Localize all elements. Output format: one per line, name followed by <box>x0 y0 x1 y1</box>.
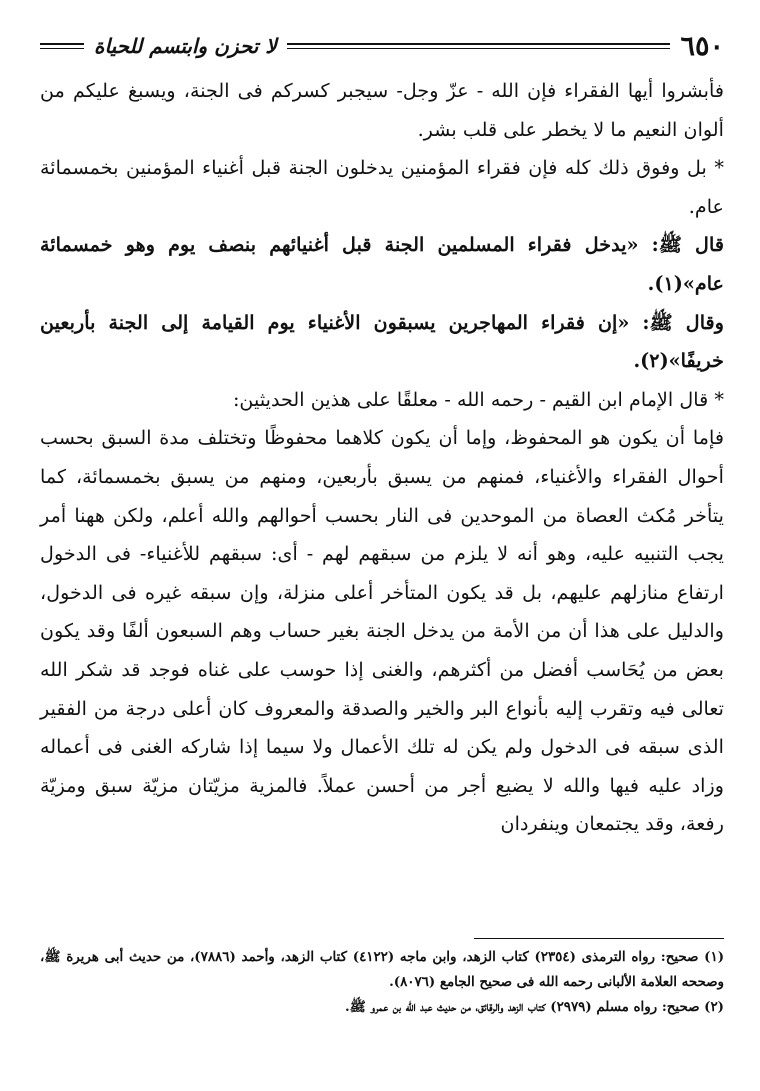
paragraph-1: فأبشروا أيها الفقراء فإن الله - عزّ وجل- سيجبر كسركم فى الجنة، ويسبغ عليكم من ألوان النعيم ما لا يخطر على قلب بشر. <box>40 79 724 141</box>
footnotes <box>40 938 724 1020</box>
paragraph-2: * بل وفوق ذلك كله فإن فقراء المؤمنين يدخلون الجنة قبل أغنياء المؤمنين بخمسمائة عام. <box>40 156 724 218</box>
paragraph-ibn-qayyim-quote: فإما أن يكون هو المحفوظ، وإما أن يكون كلاهما محفوظًا وتختلف مدة السبق بحسب أحوال الفقراء والأغنياء، فمنهم من يسبق بأربعين، ومنهم من يسبق بخمسمائة، كما يتأخر مُكث العصاة من الموحدين فى النار بحسب أحوالهم والله أعلم، ولكن ههنا أمر يجب التنبيه عليه، وهو أنه لا يلزم من سبقهم لهم - أى: سبقهم للأغنياء- فى الدخول ارتفاع منازلهم عليهم، بل قد يكون المتأخر أعلى منزلة، وإن سبقه غيره فى الدخول، والدليل على هذا أن من الأمة من يدخل الجنة بغير حساب وهم السبعون ألفًا وقد يكون بعض من يُحَاسب أفضل من أكثرهم، والغنى إذا حوسب على غناه فوجد قد شكر الله تعالى فيه وتقرب إليه بأنواع البر والخير والصدقة والمعروف كان أعلى درجة من الفقير الذى سبقه فى الدخول ولم يكن له تلك الأعمال ولا سيما إذا شاركه الغنى فى أعماله وزاد عليه فيها والله لا يضيع أجر من أحسن عملاً. فالمزية مزيّتان مزيّة سبق ومزيّة رفعة، وقد يجتمعان وينفردان <box>40 426 724 836</box>
book-title: لا تحزن وابتسم للحياة <box>94 34 277 58</box>
header-rule-left <box>40 43 84 49</box>
hadith-2: وقال ﷺ: «إن فقراء المهاجرين يسبقون الأغنياء يوم القيامة إلى الجنة بأربعين خريفًا»(٢). <box>40 310 724 373</box>
page-number: ٦٥٠ <box>680 30 724 62</box>
hadith-1: قال ﷺ: «يدخل فقراء المسلمين الجنة قبل أغنيائهم بنصف يوم وهو خمسمائة عام»(١). <box>40 233 724 295</box>
main-text <box>40 72 724 844</box>
running-header <box>40 28 724 64</box>
footnote-1: (١) صحيح: رواه الترمذى (٢٣٥٤) كتاب الزهد، وابن ماجه (٤١٢٢) كتاب الزهد، وأحمد (٧٨٨٦)، من حديث أبى هريرة ﷺ، وصححه العلامة الألبانى رحمه الله فى صحيح الجامع (٨٠٧٦). <box>40 949 725 990</box>
footnote-2: (٢) صحيح: رواه مسلم (٢٩٧٩) كتاب الزهد والرقائق، من حديث عبد الله بن عمرو ﷺ. <box>345 999 724 1015</box>
paragraph-ibn-qayyim-intro: * قال الإمام ابن القيم - رحمه الله - معلقًا على هذين الحديثين: <box>232 387 724 411</box>
footnote-divider <box>474 938 724 939</box>
header-rule-right <box>287 43 671 49</box>
